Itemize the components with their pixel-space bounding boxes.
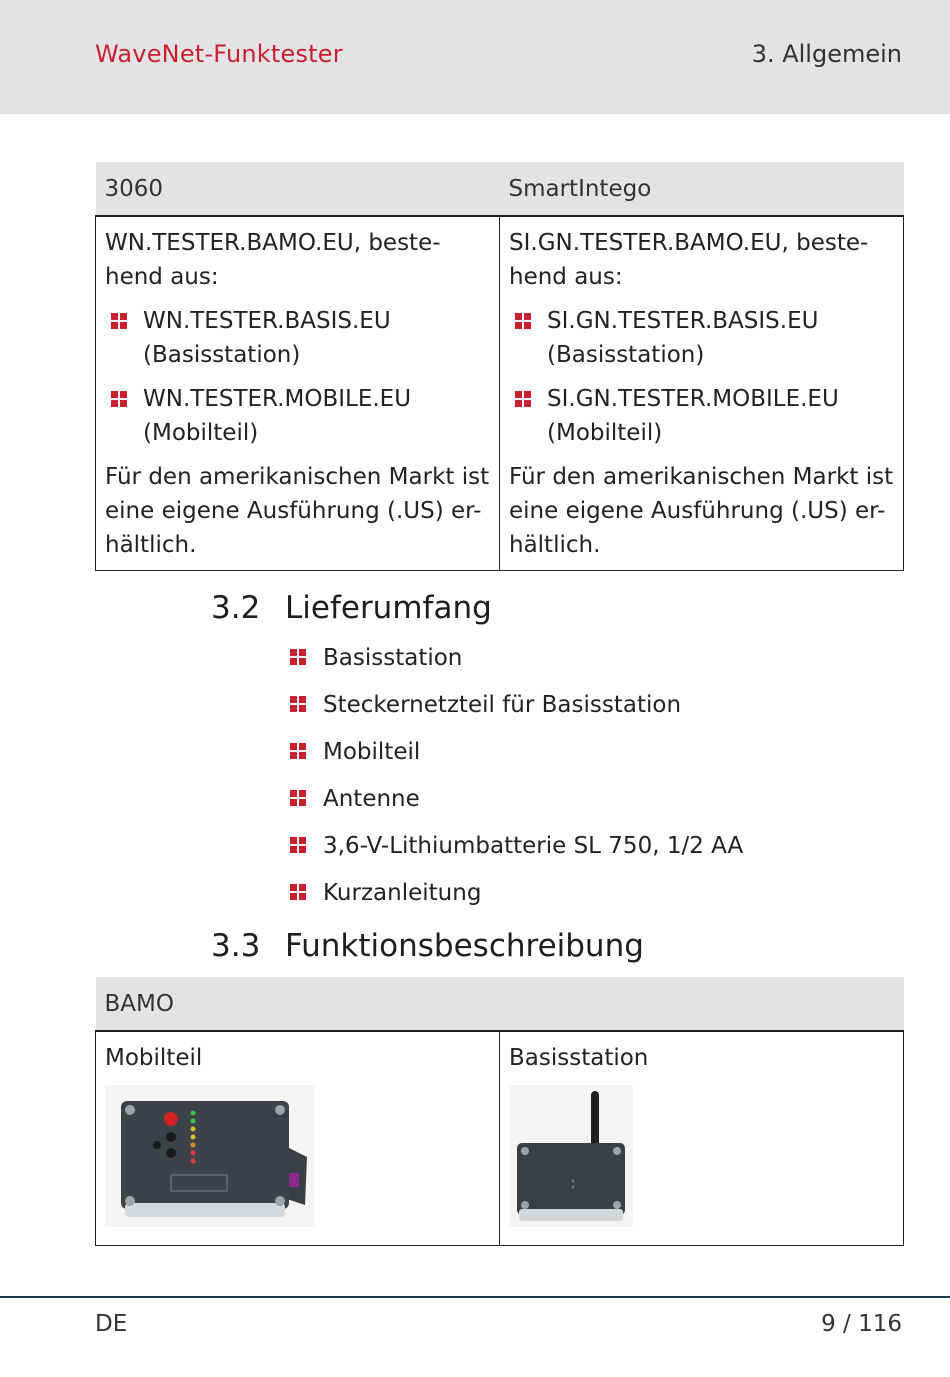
footer-divider: [0, 1296, 950, 1298]
variant-cell-3060: [96, 216, 500, 571]
list-item: [290, 828, 743, 875]
bullet-icon: [111, 391, 127, 407]
variant-note: Für den amerikanischen Markt ist eine eigene Ausführung (.US) er-hältlich.: [105, 464, 490, 558]
list-item-label: Mobilteil: [323, 739, 421, 765]
bullet-icon: [290, 696, 306, 712]
list-item-label: Steckernetzteil für Basisstation: [323, 692, 682, 718]
mobile-unit-photo: [105, 1085, 490, 1237]
delivery-list: [290, 640, 743, 922]
list-item-label: SI.GN.TESTER.MOBILE.EU (Mobilteil): [547, 386, 839, 446]
section-number: 3.3: [211, 928, 261, 964]
section-heading-lieferumfang: [211, 590, 492, 626]
bullet-icon: [111, 313, 127, 329]
list-item: [509, 382, 894, 450]
bullet-icon: [290, 837, 306, 853]
list-item-label: WN.TESTER.BASIS.EU (Basisstation): [143, 308, 391, 368]
list-item: [509, 304, 894, 372]
bullet-icon: [515, 313, 531, 329]
bullet-icon: [290, 649, 306, 665]
list-item: [290, 687, 743, 734]
variant-note: Für den amerikanischen Markt ist eine eigene Ausführung (.US) er-hältlich.: [509, 464, 894, 558]
page-number: 9 / 116: [821, 1311, 902, 1337]
list-item: [290, 640, 743, 687]
table-header-smartintego: SmartIntego: [500, 162, 904, 216]
document-title: WaveNet-Funktester: [95, 40, 343, 68]
mobile-unit-label: Mobilteil: [105, 1045, 203, 1071]
section-title: Lieferumfang: [285, 590, 492, 626]
section-number: 3.2: [211, 590, 261, 626]
table-header-3060: 3060: [96, 162, 500, 216]
list-item: [105, 304, 490, 372]
bullet-icon: [515, 391, 531, 407]
list-item: [290, 781, 743, 828]
bullet-icon: [290, 884, 306, 900]
list-item-label: WN.TESTER.MOBILE.EU (Mobilteil): [143, 386, 412, 446]
footer-language: DE: [95, 1311, 128, 1337]
base-station-photo: [509, 1085, 894, 1237]
list-item: [290, 875, 743, 922]
list-item-label: Antenne: [323, 786, 420, 812]
list-item: [105, 382, 490, 450]
variant-intro: SI.GN.TESTER.BAMO.EU, beste-hend aus:: [509, 230, 869, 290]
page-header: [0, 0, 950, 114]
list-item-label: 3,6-V-Lithiumbatterie SL 750, 1/2 AA: [323, 833, 744, 859]
mobile-unit-cell: [96, 1031, 500, 1246]
section-title: Funktionsbeschreibung: [285, 928, 644, 964]
variant-intro: WN.TESTER.BAMO.EU, beste-hend aus:: [105, 230, 441, 290]
list-item: [290, 734, 743, 781]
list-item-label: Kurzanleitung: [323, 880, 482, 906]
variants-table: [95, 162, 904, 571]
list-item-label: Basisstation: [323, 645, 463, 671]
base-station-cell: [500, 1031, 904, 1246]
list-item-label: SI.GN.TESTER.BASIS.EU (Basisstation): [547, 308, 819, 368]
function-table: [95, 977, 904, 1246]
base-station-label: Basisstation: [509, 1045, 649, 1071]
table-header-bamo: BAMO: [96, 977, 904, 1031]
section-heading-funktionsbeschreibung: [211, 928, 644, 964]
variant-cell-smartintego: [500, 216, 904, 571]
bullet-icon: [290, 790, 306, 806]
chapter-title: 3. Allgemein: [751, 40, 902, 68]
bullet-icon: [290, 743, 306, 759]
